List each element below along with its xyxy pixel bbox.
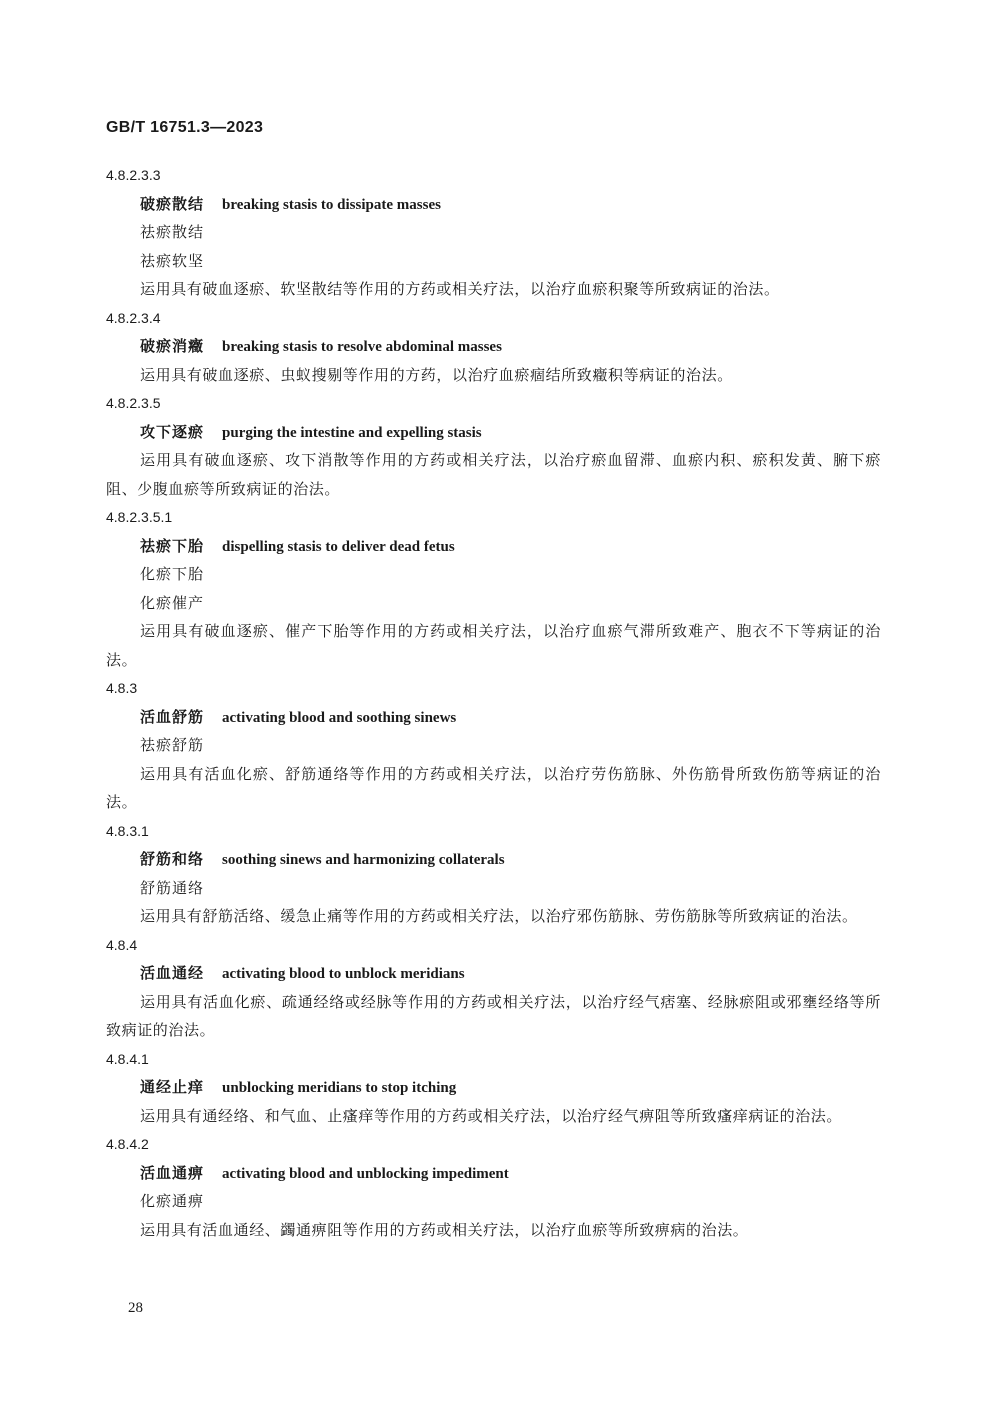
term-chinese: 破瘀消癥 — [140, 337, 205, 355]
term-synonym: 祛瘀软坚 — [140, 251, 205, 270]
term-number: 4.8.2.3.5.1 — [106, 509, 173, 525]
term-definition: 运用具有活血化瘀、舒筋通络等作用的方药或相关疗法，以治疗劳伤筋脉、外伤筋骨所致伤筋等病证的治法。 — [106, 764, 881, 811]
term-english: dispelling stasis to deliver dead fetus — [222, 538, 455, 555]
term-entry — [106, 307, 881, 393]
term-entry — [106, 506, 881, 677]
term-number: 4.8.2.3.5 — [106, 395, 161, 411]
term-number: 4.8.4.1 — [106, 1050, 149, 1067]
term-number: 4.8.4.2 — [106, 1136, 149, 1152]
term-synonym: 祛瘀舒筋 — [140, 736, 205, 754]
term-chinese: 活血舒筋 — [140, 707, 205, 726]
term-english: activating blood and soothing sinews — [222, 709, 457, 726]
term-heading — [106, 962, 881, 991]
term-synonym: 祛瘀散结 — [140, 223, 205, 241]
term-english: activating blood to unblock meridians — [222, 966, 465, 982]
term-definition: 运用具有破血逐瘀、虫蚁搜剔等作用的方药，以治疗血瘀痼结所致癥积等病证的治法。 — [140, 365, 733, 384]
term-definition: 运用具有舒筋活络、缓急止痛等作用的方药或相关疗法，以治疗邪伤筋脉、劳伤筋脉等所致病证的治法。 — [140, 907, 858, 925]
term-heading — [106, 193, 881, 222]
term-chinese: 舒筋和络 — [140, 850, 205, 868]
term-heading — [106, 421, 881, 450]
term-chinese: 破瘀散结 — [140, 194, 205, 213]
term-chinese: 攻下逐瘀 — [140, 422, 205, 441]
term-definition: 运用具有破血逐瘀、攻下消散等作用的方药或相关疗法，以治疗瘀血留滞、血瘀内积、瘀积发黄、腑下瘀阻、少腹血瘀等所致病证的治法。 — [106, 451, 881, 498]
term-number: 4.8.3.1 — [106, 822, 149, 839]
term-entry — [106, 1133, 881, 1247]
term-english: soothing sinews and harmonizing collaterals — [222, 852, 505, 868]
term-entry — [106, 934, 881, 1048]
term-chinese: 祛瘀下胎 — [140, 536, 205, 555]
term-english: breaking stasis to resolve abdominal masses — [222, 339, 502, 355]
term-number: 4.8.3 — [106, 680, 138, 696]
term-definition: 运用具有活血通经、蠲通痹阻等作用的方药或相关疗法，以治疗血瘀等所致痹病的治法。 — [140, 1220, 749, 1239]
term-entry — [106, 677, 881, 820]
term-chinese: 通经止痒 — [140, 1078, 205, 1096]
term-number: 4.8.4 — [106, 936, 138, 953]
term-heading — [106, 535, 881, 564]
standard-code-header: GB/T 16751.3—2023 — [106, 119, 264, 136]
term-english: breaking stasis to dissipate masses — [222, 196, 441, 213]
term-synonym: 舒筋通络 — [140, 878, 205, 897]
term-entry — [106, 164, 881, 307]
term-synonym: 化瘀下胎 — [140, 565, 205, 583]
term-definition: 运用具有通经络、和气血、止瘙痒等作用的方药或相关疗法，以治疗经气痹阻等所致瘙痒病证的治法。 — [140, 1106, 843, 1125]
term-heading — [106, 706, 881, 735]
term-english: purging the intestine and expelling stasis — [222, 424, 482, 441]
term-heading — [106, 1162, 881, 1191]
term-heading — [106, 1076, 881, 1105]
term-definition: 运用具有活血化瘀、疏通经络或经脉等作用的方药或相关疗法，以治疗经气痞塞、经脉瘀阻或邪壅经络等所致病证的治法。 — [106, 992, 881, 1039]
term-english: unblocking meridians to stop itching — [222, 1080, 457, 1096]
term-heading — [106, 335, 881, 364]
term-number: 4.8.2.3.3 — [106, 167, 161, 183]
term-synonym: 化瘀通痹 — [140, 1192, 205, 1210]
term-definition: 运用具有破血逐瘀、软坚散结等作用的方药或相关疗法，以治疗血瘀积聚等所致病证的治法。 — [140, 280, 780, 298]
term-number: 4.8.2.3.4 — [106, 309, 161, 326]
term-synonym: 化瘀催产 — [140, 593, 205, 612]
term-entry — [106, 820, 881, 934]
term-english: activating blood and unblocking impediment — [222, 1165, 509, 1182]
term-entry — [106, 1048, 881, 1134]
term-entry — [106, 392, 881, 506]
term-heading — [106, 848, 881, 877]
terminology-entries — [106, 164, 881, 1247]
term-chinese: 活血通经 — [140, 964, 205, 982]
term-definition: 运用具有破血逐瘀、催产下胎等作用的方药或相关疗法，以治疗血瘀气滞所致难产、胞衣不下等病证的治法。 — [106, 622, 881, 669]
page-number: 28 — [128, 1300, 143, 1316]
term-chinese: 活血通痹 — [140, 1163, 205, 1182]
